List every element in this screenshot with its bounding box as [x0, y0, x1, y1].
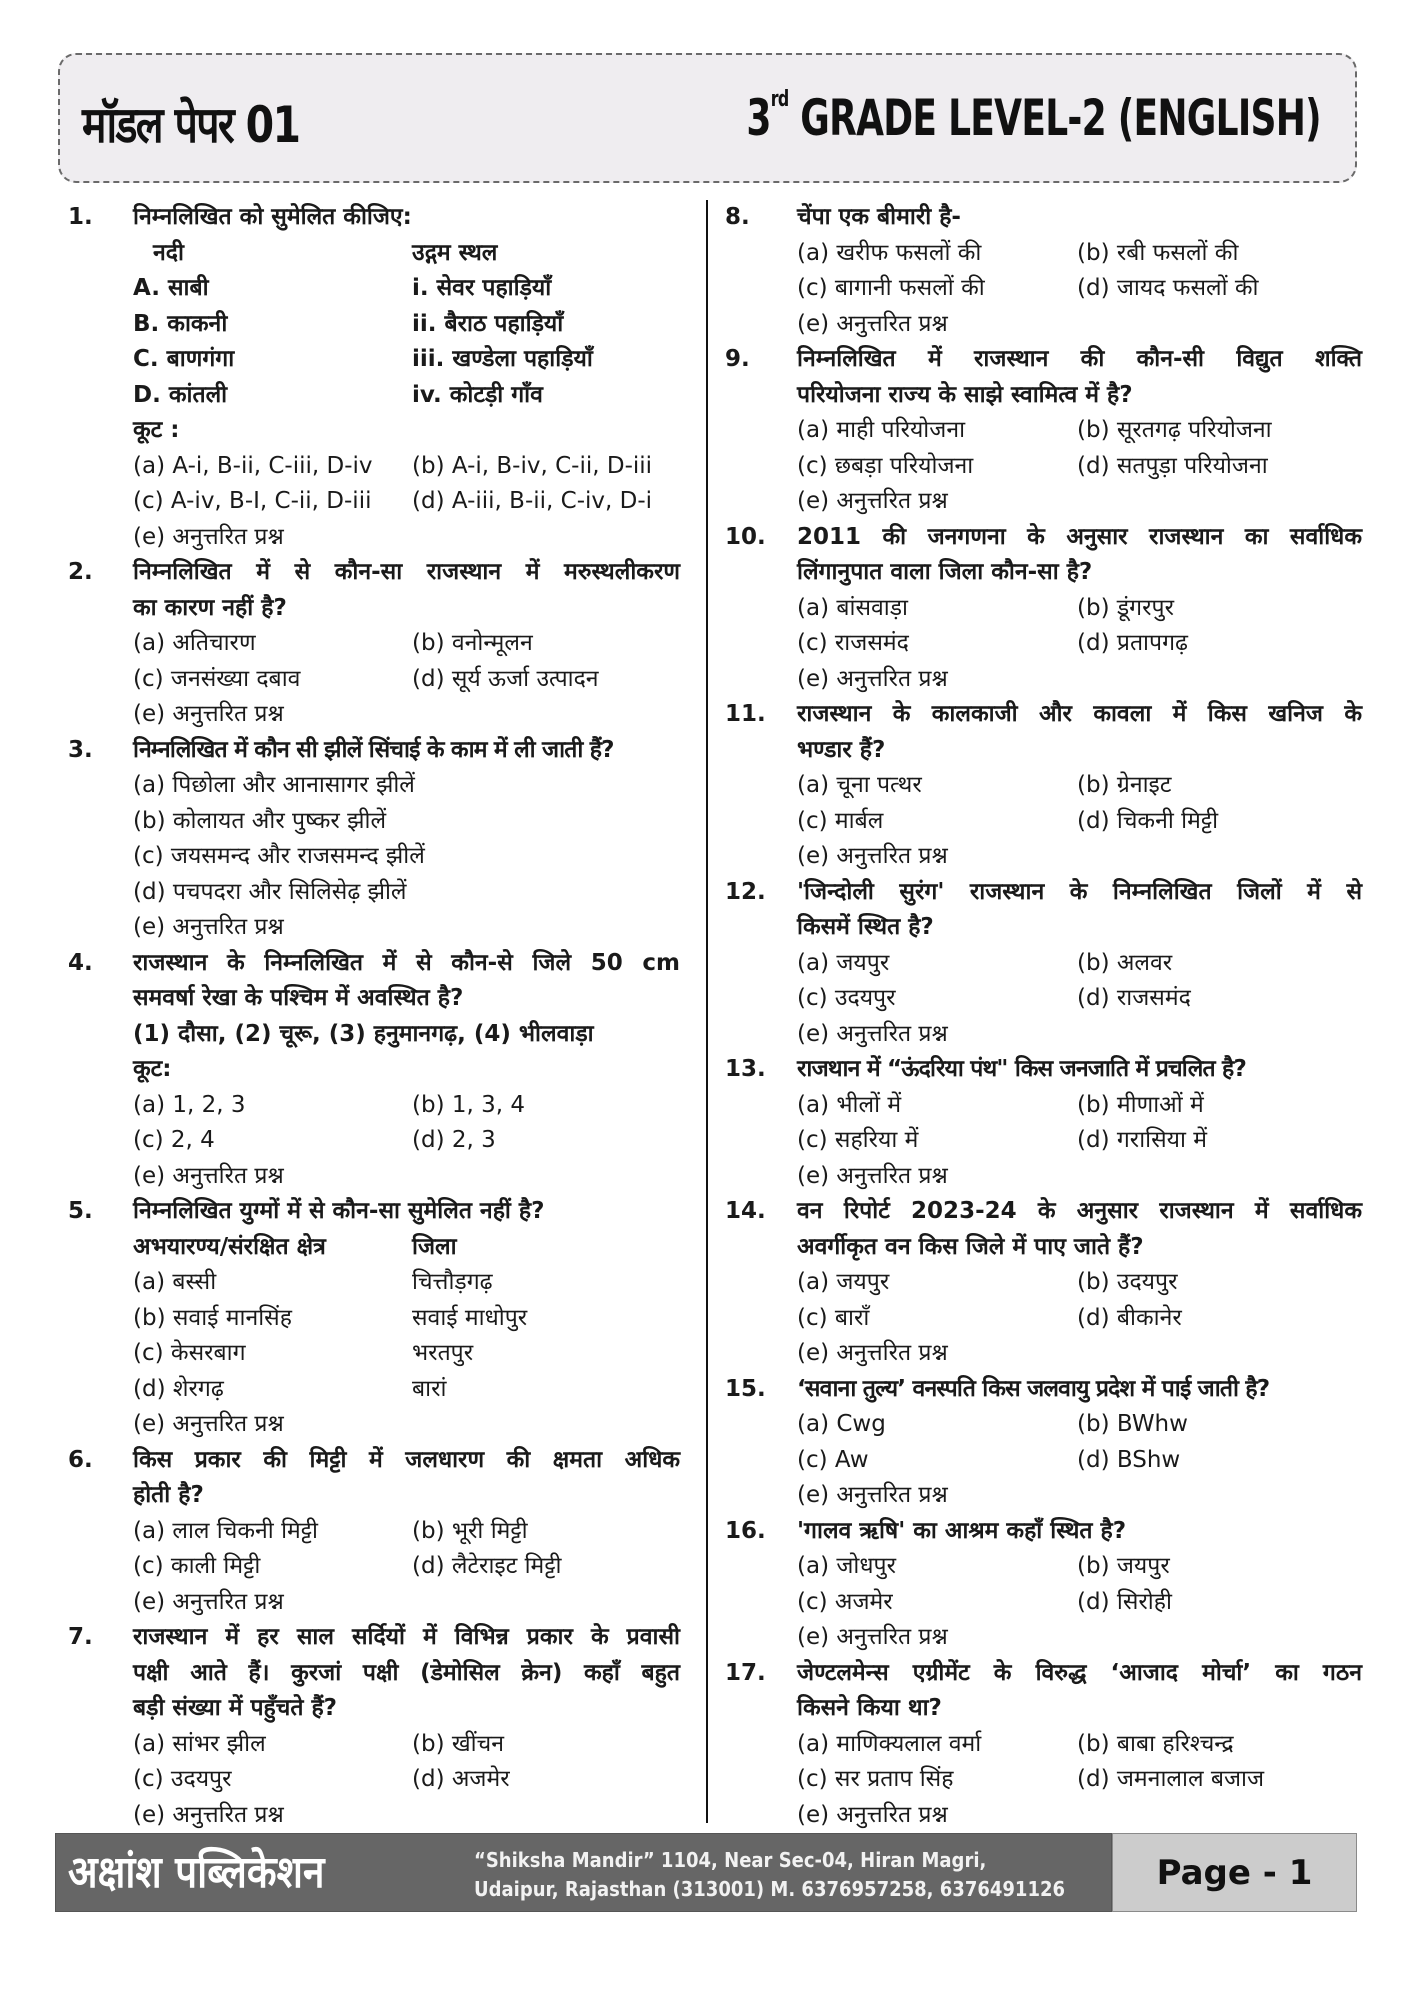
question-7 [58, 1620, 688, 1833]
option-d[interactable]: (d) अजमेर [412, 1766, 510, 1792]
option-b[interactable]: (b) A-i, B-iv, C-ii, D-iii [412, 452, 653, 479]
page-number: Page - 1 [1112, 1833, 1357, 1912]
question-number: 7. [68, 1624, 93, 1650]
question-text-line-1: 'जिन्दोली सुरंग' राजस्थान के निम्नलिखित जिलों में से [797, 878, 1362, 905]
option-d[interactable]: (d) 2, 3 [412, 1127, 496, 1153]
option-c[interactable]: (c) अजमेर [797, 1588, 893, 1615]
question-text-line-2: समवर्षा रेखा के पश्चिम में अवस्थित है? [133, 985, 464, 1011]
option-a[interactable]: (a) खरीफ फसलों की [797, 239, 982, 266]
option-c[interactable]: (c) उदयपुर [133, 1766, 232, 1792]
question-text-line-1: निम्नलिखित में राजस्थान की कौन-सी विद्युत शक्ति [797, 346, 1362, 372]
question-statement: (1) दौसा, (2) चूरू, (3) हनुमानगढ़, (4) भीलवाड़ा [133, 1020, 594, 1047]
question-5 [58, 1194, 688, 1443]
question-14 [722, 1194, 1362, 1372]
match-left-a: A. साबी [133, 275, 209, 301]
question-text-line-2: का कारण नहीं है? [133, 594, 287, 621]
question-text-line-2: भण्डार हैं? [797, 736, 886, 763]
question-8 [722, 200, 1362, 342]
exam-title-ordinal: rd [770, 87, 789, 112]
question-text-line-2: किसमें स्थित है? [797, 914, 934, 940]
option-a[interactable]: (a) 1, 2, 3 [133, 1091, 246, 1118]
question-number: 12. [725, 878, 766, 905]
option-d[interactable]: (d) सूर्य ऊर्जा उत्पादन [412, 665, 599, 692]
option-c[interactable]: (c) राजसमंद [797, 630, 909, 656]
question-10 [722, 520, 1362, 698]
question-12 [722, 875, 1362, 1053]
question-text-line-1: वन रिपोर्ट 2023-24 के अनुसार राजस्थान में सर्वाधिक [797, 1198, 1362, 1224]
question-text: ‘सवाना तुल्य’ वनस्पति किस जलवायु प्रदेश में पाई जाती है? [797, 1375, 1270, 1402]
option-b-district: सवाई माधोपुर [412, 1304, 528, 1331]
option-d[interactable]: (d) गरासिया में [1077, 1127, 1208, 1153]
option-e[interactable]: (e) अनुत्तरित प्रश्न [797, 1482, 948, 1508]
address-line-1: “Shiksha Mandir” 1104, Near Sec-04, Hiran Magri, [474, 1848, 987, 1872]
question-text-line-1: निम्नलिखित में से कौन-सा राजस्थान में मरुस्थलीकरण [133, 559, 680, 585]
option-a[interactable]: (a) सांभर झील [133, 1730, 266, 1757]
publisher-name: अक्षांश पब्लिकेशन [68, 1847, 325, 1898]
option-c[interactable]: (c) बागानी फसलों की [797, 275, 985, 301]
question-text: निम्नलिखित युग्मों में से कौन-सा सुमेलित नहीं है? [133, 1198, 545, 1224]
option-c[interactable]: (c) छबड़ा परियोजना [797, 452, 974, 479]
option-c[interactable]: (c) सर प्रताप सिंह [797, 1766, 954, 1792]
match-left-d: D. कांतली [133, 381, 228, 408]
option-e[interactable]: (e) अनुत्तरित प्रश्न [797, 1624, 948, 1650]
option-b[interactable]: (b) जयपुर [1077, 1553, 1170, 1579]
option-d[interactable]: (d) प्रतापगढ़ [1077, 630, 1188, 656]
option-e[interactable]: (e) अनुत्तरित प्रश्न [797, 665, 948, 692]
option-e[interactable]: (e) अनुत्तरित प्रश्न [133, 701, 284, 727]
column-divider [706, 200, 708, 1823]
option-b[interactable]: (b) डूंगरपुर [1077, 594, 1174, 621]
option-b[interactable]: (b) 1, 3, 4 [412, 1091, 526, 1118]
question-number: 10. [725, 523, 766, 550]
option-d[interactable]: (d) सिरोही [1077, 1588, 1172, 1615]
option-c[interactable]: (c) A-iv, B-I, C-ii, D-iii [133, 488, 372, 514]
question-text-line-2: पक्षी आते हैं। कुरजां पक्षी (डेमोसिल क्रेन) कहाँ बहुत [133, 1659, 680, 1686]
option-c[interactable]: (c) केसरबाग [133, 1340, 246, 1366]
question-number: 4. [68, 949, 93, 976]
option-c[interactable]: (c) मार्बल [797, 807, 884, 834]
match-right-iii: iii. खण्डेला पहाड़ियाँ [412, 346, 593, 372]
question-15 [722, 1372, 1362, 1514]
question-1 [58, 200, 688, 555]
question-number: 5. [68, 1198, 93, 1224]
option-d[interactable]: (d) चिकनी मिट्टी [1077, 807, 1219, 834]
match-left-b: B. काकनी [133, 310, 228, 337]
option-e[interactable]: (e) अनुत्तरित प्रश्न [797, 488, 948, 514]
pair-header-district: जिला [412, 1233, 457, 1260]
page-header [58, 53, 1357, 183]
question-number: 6. [68, 1446, 93, 1473]
option-d[interactable]: (d) जमनालाल बजाज [1077, 1766, 1265, 1792]
option-a[interactable]: (a) जोधपुर [797, 1553, 896, 1579]
question-text-line-2: परियोजना राज्य के साझे स्वामित्व में है? [797, 381, 1133, 408]
option-c-district: भरतपुर [412, 1340, 474, 1366]
option-a[interactable]: (a) लाल चिकनी मिट्टी [133, 1517, 318, 1544]
option-b[interactable]: (b) खींचन [412, 1730, 504, 1757]
question-text-line-1: 2011 की जनगणना के अनुसार राजस्थान का सर्वाधिक [797, 523, 1362, 550]
question-text-line-1: राजस्थान के कालकाजी और कावला में किस खनिज के [797, 701, 1362, 727]
option-c[interactable]: (c) जनसंख्या दबाव [133, 665, 301, 692]
option-d[interactable]: (d) लैटेराइट मिट्टी [412, 1553, 562, 1579]
option-a[interactable]: (a) पिछोला और आनासागर झीलें [133, 772, 415, 798]
option-a[interactable]: (a) Cwg [797, 1411, 886, 1437]
option-a[interactable]: (a) जयपुर [797, 949, 890, 976]
option-b[interactable]: (b) ग्रेनाइट [1077, 772, 1172, 798]
question-number: 8. [725, 204, 750, 230]
publisher-address [474, 1846, 1065, 1904]
option-b[interactable]: (b) उदयपुर [1077, 1269, 1178, 1295]
option-a[interactable]: (a) बस्सी [133, 1269, 217, 1295]
question-number: 13. [725, 1056, 766, 1082]
question-6 [58, 1443, 688, 1621]
question-number: 15. [725, 1375, 766, 1402]
option-e[interactable]: (e) अनुत्तरित प्रश्न [797, 843, 948, 869]
option-e[interactable]: (e) अनुत्तरित प्रश्न [133, 914, 284, 940]
question-9 [722, 342, 1362, 520]
exam-title-grade: 3 [746, 89, 771, 147]
option-b[interactable]: (b) सूरतगढ़ परियोजना [1077, 417, 1272, 443]
option-a[interactable]: (a) जयपुर [797, 1269, 890, 1295]
option-d[interactable]: (d) पचपदरा और सिलिसेढ़ झीलें [133, 878, 407, 905]
option-d-district: बारां [412, 1375, 447, 1402]
left-column [58, 200, 688, 1833]
option-b[interactable]: (b) रबी फसलों की [1077, 239, 1239, 266]
option-e[interactable]: (e) अनुत्तरित प्रश्न [797, 1020, 948, 1047]
publisher-banner [55, 1833, 1112, 1912]
match-right-i: i. सेवर पहाड़ियाँ [412, 275, 552, 301]
option-a[interactable]: (a) माही परियोजना [797, 417, 966, 443]
question-text-line-2: अवर्गीकृत वन किस जिले में पाए जाते हैं? [797, 1233, 1144, 1260]
question-text-line-1: जेण्टलमेन्स एग्रीमेंट के विरुद्ध ‘आजाद मोर्चा’ का गठन [797, 1659, 1362, 1686]
option-a[interactable]: (a) A-i, B-ii, C-iii, D-iv [133, 452, 373, 479]
question-2 [58, 555, 688, 733]
option-e[interactable]: (e) अनुत्तरित प्रश्न [797, 1801, 948, 1828]
match-right-iv: iv. कोटड़ी गाँव [412, 381, 543, 408]
option-e[interactable]: (e) अनुत्तरित प्रश्न [797, 310, 948, 337]
option-c[interactable]: (c) काली मिट्टी [133, 1553, 261, 1579]
option-a[interactable]: (a) चूना पत्थर [797, 772, 922, 798]
question-number: 14. [725, 1198, 766, 1224]
exam-title-rest: GRADE LEVEL-2 (ENGLISH) [788, 89, 1321, 147]
option-a[interactable]: (a) बांसवाड़ा [797, 594, 908, 621]
option-b[interactable]: (b) सवाई मानसिंह [133, 1304, 292, 1331]
option-b[interactable]: (b) वनोन्मूलन [412, 630, 533, 656]
question-text-line-2: लिंगानुपात वाला जिला कौन-सा है? [797, 559, 1093, 585]
option-d[interactable]: (d) BShw [1077, 1446, 1181, 1473]
question-11 [722, 697, 1362, 875]
question-number: 3. [68, 736, 93, 763]
question-text: निम्नलिखित में कौन सी झीलें सिंचाई के काम में ली जाती हैं? [133, 736, 614, 763]
question-number: 9. [725, 346, 750, 372]
exam-title [747, 89, 1321, 147]
option-d[interactable]: (d) जायद फसलों की [1077, 275, 1259, 301]
question-text: 'गालव ऋषि' का आश्रम कहाँ स्थित है? [797, 1517, 1127, 1544]
right-column [722, 200, 1362, 1833]
question-3 [58, 733, 688, 946]
question-number: 2. [68, 559, 93, 585]
option-d[interactable]: (d) सतपुड़ा परियोजना [1077, 452, 1268, 479]
pair-header-sanctuary: अभयारण्य/संरक्षित क्षेत्र [133, 1233, 326, 1260]
option-b[interactable]: (b) बाबा हरिश्चन्द्र [1077, 1730, 1234, 1757]
question-text: राजथान में “ऊंदरिया पंथ" किस जनजाति में प्रचलित है? [797, 1056, 1247, 1082]
option-a[interactable]: (a) भीलों में [797, 1091, 902, 1118]
question-text-line-3: बड़ी संख्या में पहुँचते हैं? [133, 1695, 338, 1721]
model-paper-title: मॉडल पेपर 01 [82, 96, 300, 154]
option-b[interactable]: (b) अलवर [1077, 949, 1173, 976]
option-a[interactable]: (a) माणिक्यलाल वर्मा [797, 1730, 982, 1757]
question-4 [58, 946, 688, 1195]
code-label: कूट: [133, 1056, 172, 1082]
address-line-2: Udaipur, Rajasthan (313001) M. 6376957258, 6376491126 [474, 1877, 1066, 1901]
question-text-line-1: राजस्थान के निम्नलिखित में से कौन-से जिले 50 cm [133, 949, 680, 976]
option-b[interactable]: (b) कोलायत और पुष्कर झीलें [133, 807, 387, 834]
code-label: कूट : [133, 417, 180, 443]
option-e[interactable]: (e) अनुत्तरित प्रश्न [133, 523, 284, 550]
question-number: 16. [725, 1517, 766, 1544]
question-text-line-1: राजस्थान में हर साल सर्दियों में विभिन्न प्रकार के प्रवासी [133, 1624, 680, 1650]
option-d[interactable]: (d) शेरगढ़ [133, 1375, 224, 1402]
question-number: 1. [68, 204, 93, 230]
option-e[interactable]: (e) अनुत्तरित प्रश्न [133, 1411, 284, 1437]
question-number: 11. [725, 701, 766, 727]
match-header-river: नदी [153, 239, 184, 266]
question-text-line-2: किसने किया था? [797, 1695, 942, 1721]
question-13 [722, 1052, 1362, 1194]
option-c[interactable]: (c) बाराँ [797, 1304, 870, 1331]
option-b[interactable]: (b) भूरी मिट्टी [412, 1517, 528, 1544]
question-17 [722, 1656, 1362, 1834]
page-footer [55, 1833, 1357, 1912]
option-e[interactable]: (e) अनुत्तरित प्रश्न [133, 1588, 284, 1615]
option-d[interactable]: (d) A-iii, B-ii, C-iv, D-i [412, 488, 653, 514]
option-e[interactable]: (e) अनुत्तरित प्रश्न [133, 1162, 284, 1189]
question-text-line-2: होती है? [133, 1482, 204, 1508]
option-d[interactable]: (d) बीकानेर [1077, 1304, 1182, 1331]
option-c[interactable]: (c) 2, 4 [133, 1127, 215, 1153]
question-text-line-1: किस प्रकार की मिट्टी में जलधारण की क्षमता अधिक [133, 1446, 680, 1473]
match-left-c: C. बाणगंगा [133, 346, 235, 372]
option-a[interactable]: (a) अतिचारण [133, 630, 256, 656]
question-16 [722, 1514, 1362, 1656]
option-b[interactable]: (b) BWhw [1077, 1411, 1188, 1437]
question-number: 17. [725, 1659, 766, 1686]
question-text: चेंपा एक बीमारी है- [797, 204, 961, 230]
option-e[interactable]: (e) अनुत्तरित प्रश्न [133, 1801, 284, 1828]
match-right-ii: ii. बैराठ पहाड़ियाँ [412, 310, 564, 337]
question-text: निम्नलिखित को सुमेलित कीजिए: [133, 204, 412, 230]
option-a-district: चित्तौड़गढ़ [412, 1269, 493, 1295]
option-e[interactable]: (e) अनुत्तरित प्रश्न [797, 1340, 948, 1366]
option-c[interactable]: (c) Aw [797, 1446, 869, 1473]
option-e[interactable]: (e) अनुत्तरित प्रश्न [797, 1162, 948, 1189]
option-c[interactable]: (c) जयसमन्द और राजसमन्द झीलें [133, 843, 425, 869]
match-header-origin: उद्गम स्थल [412, 239, 498, 266]
option-c[interactable]: (c) सहरिया में [797, 1127, 919, 1153]
option-d[interactable]: (d) राजसमंद [1077, 985, 1191, 1011]
option-b[interactable]: (b) मीणाओं में [1077, 1091, 1204, 1118]
option-c[interactable]: (c) उदयपुर [797, 985, 896, 1011]
